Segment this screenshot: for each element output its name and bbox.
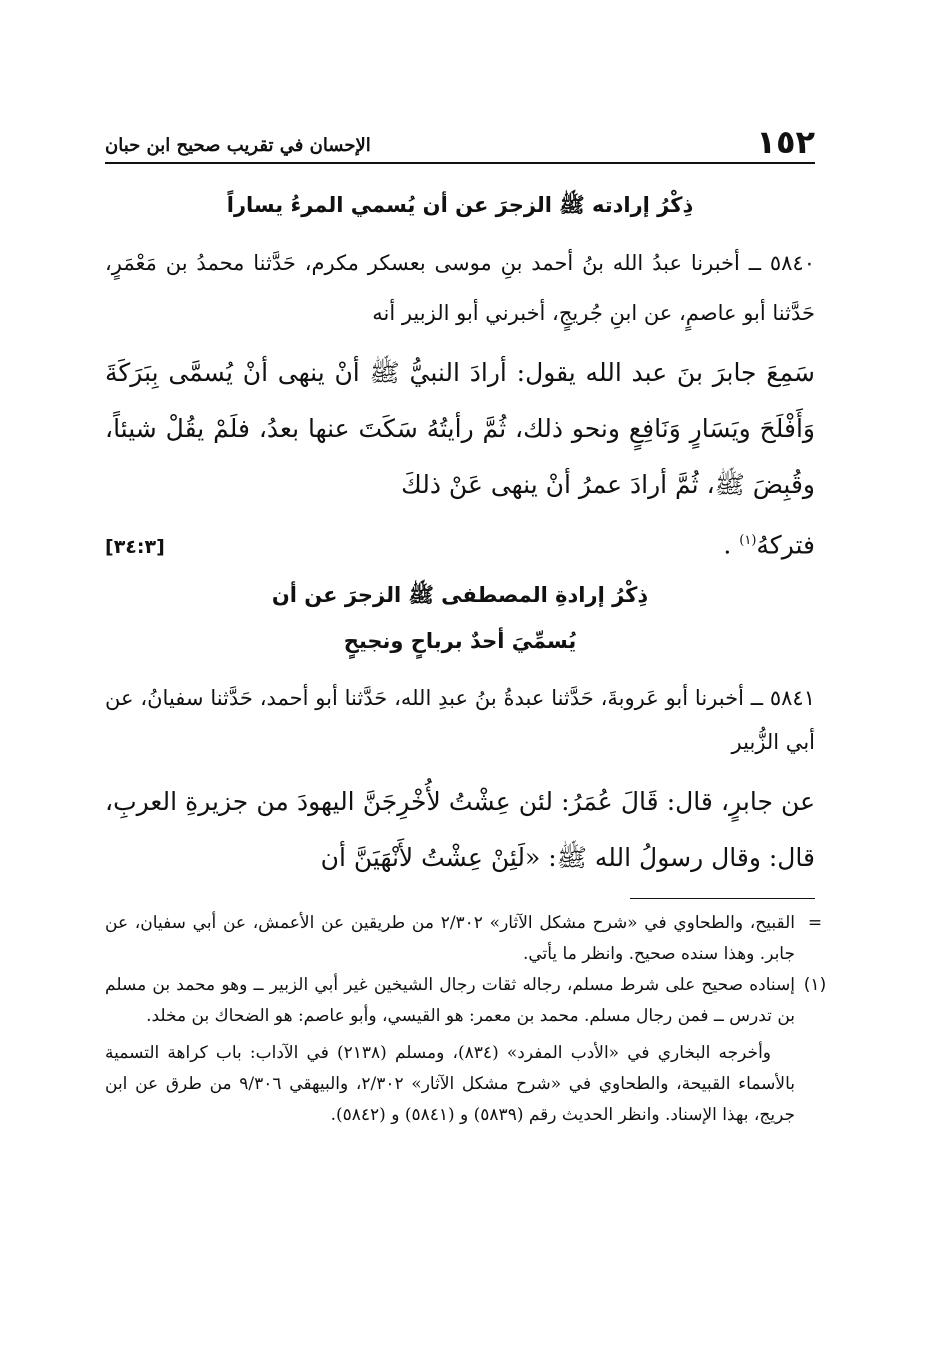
volume-reference: [٣٤:٣] <box>105 536 165 559</box>
footnote-1-para-2: وأخرجه البخاري في «الأدب المفرد» (٨٣٤)، ومسلم (٢١٣٨) في الآداب: باب كراهة التسمية بالأسماء القبيحة، والطحاوي في «شرح مشكل الآثار» ٢/٣٠٢، والبيهقي ٩/٣٠٦ من طرق عن ابن جريج، بهذا الإسناد. وانظر الحديث رقم (٥٨٣٩) و (٥٨٤١) و (٥٨٤٢). <box>105 1043 795 1125</box>
matn-last-line <box>105 513 815 575</box>
matn-body: سَمِعَ جابرَ بنَ عبد الله يقول: أرادَ النبيُّ ﷺ أنْ ينهى أنْ يُسمَّى بِبَرَكَةَ وَأَفْلَحَ ويَسَارٍ وَنَافِعٍ ونحو ذلك، ثُمَّ رأيتُهُ سَكَتَ عنها بعدُ، فلَمْ يقُلْ شيئاً، وقُبِضَ ﷺ، ثُمَّ أرادَ عمرُ أنْ ينهى عَنْ ذلكَ <box>105 358 815 499</box>
hadith-5840-matn <box>105 345 815 575</box>
matn-end: فتركهُ$^{(١)}$ . <box>723 530 815 560</box>
footnote-1-mark: (١) <box>803 975 827 995</box>
footnote-1 <box>105 970 835 1131</box>
section-2-heading-line-1: ذِكْرُ إرادةِ المصطفى ﷺ الزجرَ عن أن <box>271 583 649 607</box>
section-2 <box>105 572 815 664</box>
footnote-divider <box>630 898 815 899</box>
footnotes <box>105 908 835 1131</box>
footnote-marker: (١) <box>739 533 757 548</box>
section-1 <box>105 182 815 228</box>
hadith-5841-chain <box>105 676 815 764</box>
footnote-1-text <box>105 970 795 1131</box>
hadith-5840-chain <box>105 238 815 338</box>
continuation-text: القبيح، والطحاوي في «شرح مشكل الآثار» ٢/٣٠٢ من طريقين عن الأعمش، عن أبي سفيان، عن جابر. وهذا سنده صحيح. وانظر ما يأتي. <box>105 913 795 964</box>
running-title: الإحسان في تقريب صحيح ابن حبان <box>105 135 371 156</box>
matn-text: عن جابرٍ، قال: قَالَ عُمَرُ: لئن عِشْتُ لأُخْرِجَنَّ اليهودَ من جزيرةِ العربِ، قال: وقال رسولُ الله ﷺ: «لَئِنْ عِشْتُ لأَنْهَيَنَّ أن <box>105 787 815 872</box>
page-header <box>105 122 815 164</box>
section-2-heading-line-2: يُسمِّيَ أحدٌ برباحٍ ونجيحٍ <box>343 629 577 653</box>
isnad-text: ٥٨٤١ ــ أخبرنا أبو عَروبةَ، حَدَّثنا عبدةُ بنُ عبدِ الله، حَدَّثنا أبو أحمد، حَدَّثنا سفيانُ، عن أبي الزُّبير <box>105 686 815 754</box>
hadith-5841-matn <box>105 774 815 886</box>
matn-end-word: فتركهُ <box>756 530 815 560</box>
footnote-1-para-1: إسناده صحيح على شرط مسلم، رجاله ثقات رجال الشيخين غير أبي الزبير ــ وهو محمد بن مسلم بن تدرس ــ فمن رجال مسلم. محمد بن معمر: هو القيسي، وأبو عاصم: هو الضحاك بن مخلد. <box>105 975 795 1026</box>
continuation-mark: = <box>807 913 823 933</box>
isnad-text: ٥٨٤٠ ــ أخبرنا عبدُ الله بنُ أحمد بنِ موسى بعسكر مكرم، حَدَّثنا محمدُ بن مَعْمَرٍ، حَدَّثنا أبو عاصمٍ، عن ابنِ جُريجٍ، أخبرني أبو الزبير أنه <box>105 251 815 325</box>
footnote-continuation <box>105 908 835 970</box>
page-number: ١٥٢ <box>756 123 815 161</box>
section-1-heading: ذِكْرُ إرادته ﷺ الزجرَ عن أن يُسمي المرءُ يساراً <box>226 193 694 217</box>
matn-text <box>105 345 815 575</box>
